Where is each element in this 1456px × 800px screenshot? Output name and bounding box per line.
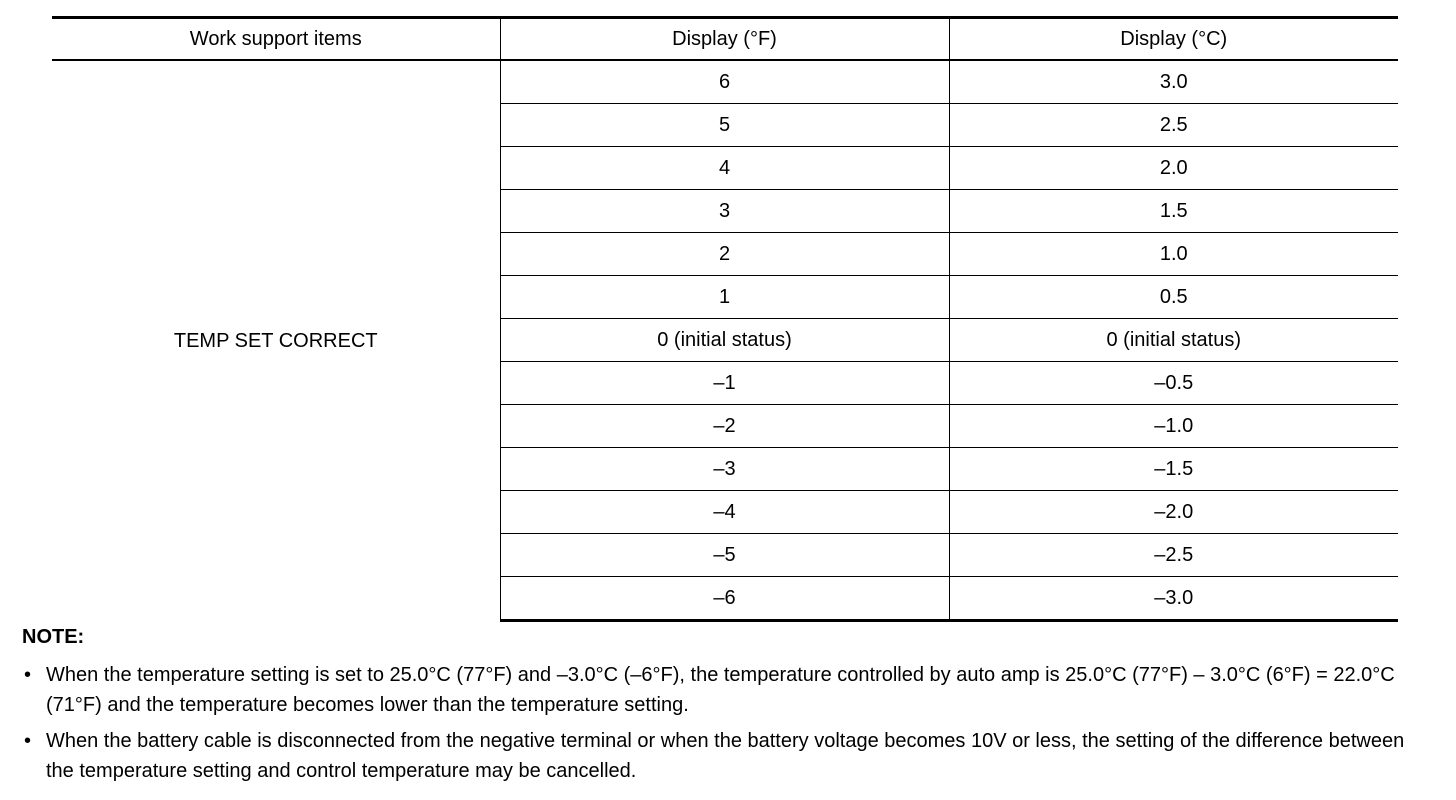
display-f-cell: 1 — [500, 276, 949, 319]
display-f-cell: 2 — [500, 233, 949, 276]
note-item — [22, 726, 1436, 786]
display-f-cell: –1 — [500, 362, 949, 405]
display-c-cell: –0.5 — [949, 362, 1398, 405]
note-item — [22, 660, 1436, 720]
display-c-cell: 1.5 — [949, 190, 1398, 233]
display-c-cell: –1.0 — [949, 405, 1398, 448]
note-title: NOTE: — [22, 626, 85, 648]
display-c-cell: 0.5 — [949, 276, 1398, 319]
display-f-cell: –3 — [500, 448, 949, 491]
display-f-cell: 5 — [500, 104, 949, 147]
display-f-cell: 4 — [500, 147, 949, 190]
display-f-cell: –5 — [500, 534, 949, 577]
header-display-f: Display (°F) — [500, 18, 949, 61]
display-c-cell: 0 (initial status) — [949, 319, 1398, 362]
table-row — [52, 60, 1398, 104]
bullet-icon: • — [24, 664, 32, 686]
note-item-text: When the temperature setting is set to 25.0°C (77°F) and –3.0°C (–6°F), the temperature controlled by auto amp is 25.0°C (77°F) – 3.0°C (6°F) = 22.0°C (71°F) and the temperature becomes lower than the temperature setting. — [46, 664, 1395, 716]
display-c-cell: 2.0 — [949, 147, 1398, 190]
display-c-cell: 3.0 — [949, 60, 1398, 104]
bullet-icon: • — [24, 730, 32, 752]
display-c-cell: –3.0 — [949, 577, 1398, 621]
display-f-cell: –6 — [500, 577, 949, 621]
work-support-item-cell: TEMP SET CORRECT — [173, 329, 378, 352]
note-item-text: When the battery cable is disconnected from the negative terminal or when the battery voltage becomes 10V or less, the setting of the difference between the temperature setting and control temperature may be cancelled. — [46, 730, 1405, 782]
display-c-cell: –2.5 — [949, 534, 1398, 577]
display-f-cell: 3 — [500, 190, 949, 233]
display-f-cell: 0 (initial status) — [500, 319, 949, 362]
display-c-cell: –1.5 — [949, 448, 1398, 491]
display-c-cell: –2.0 — [949, 491, 1398, 534]
work-support-table — [52, 16, 1398, 622]
display-f-cell: 6 — [500, 60, 949, 104]
table-header-row — [52, 18, 1398, 61]
display-f-cell: –2 — [500, 405, 949, 448]
note-list — [22, 660, 1436, 792]
display-f-cell: –4 — [500, 491, 949, 534]
display-c-cell: 2.5 — [949, 104, 1398, 147]
header-display-c: Display (°C) — [949, 18, 1398, 61]
header-work-support-items: Work support items — [52, 18, 500, 61]
display-c-cell: 1.0 — [949, 233, 1398, 276]
